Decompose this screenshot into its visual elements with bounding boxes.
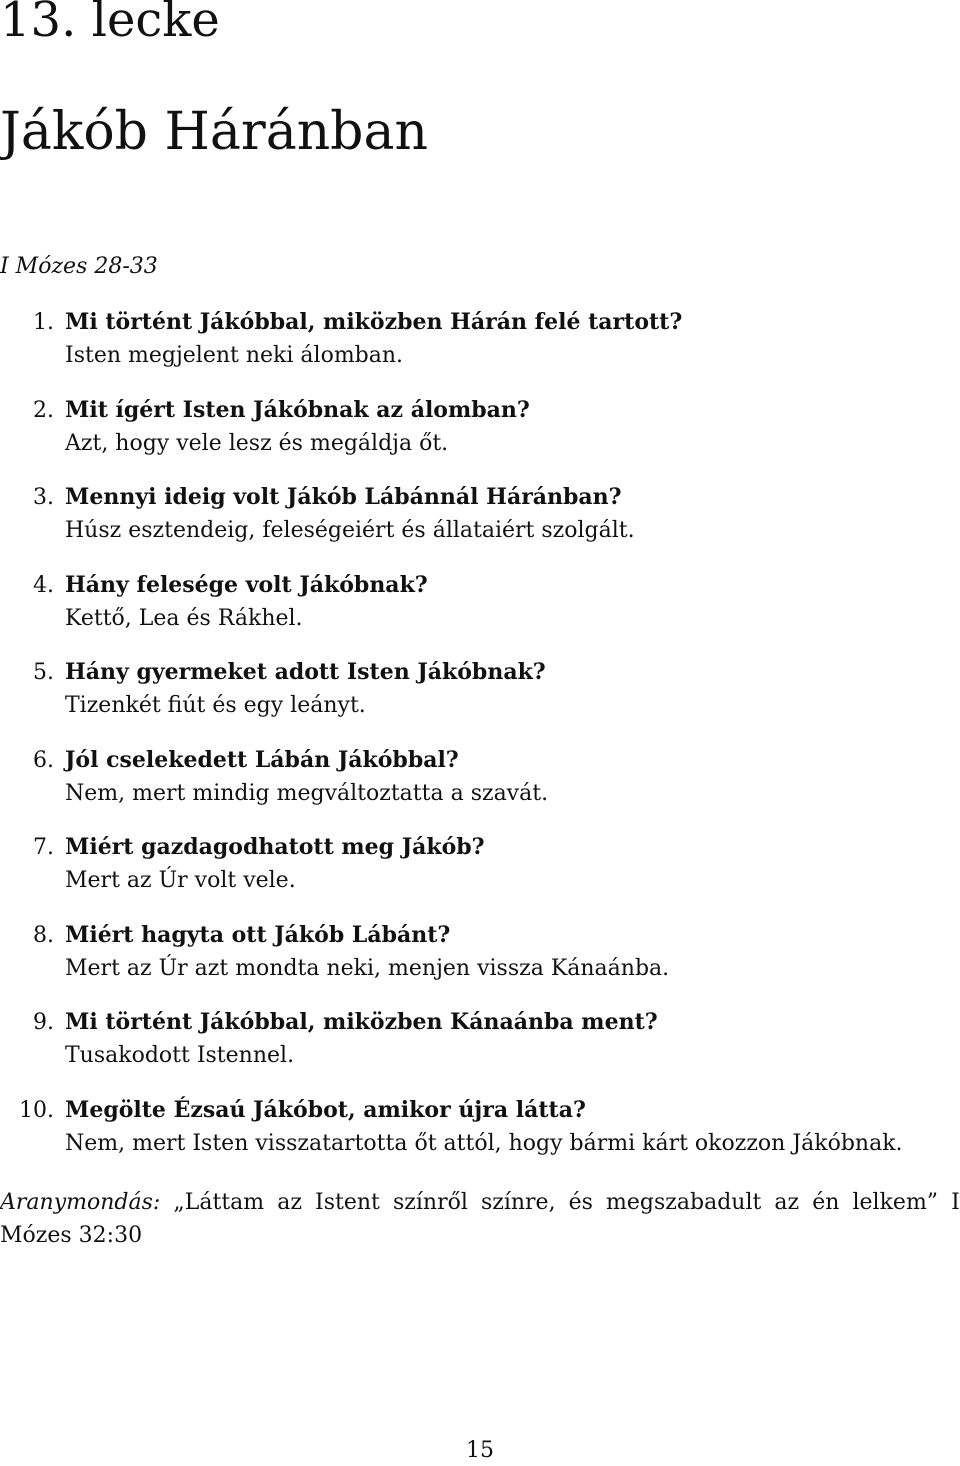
golden-verse [0,1186,960,1252]
question-item [0,1006,960,1094]
golden-verse-word: az [277,1190,302,1215]
golden-verse-word: „Láttam [173,1190,265,1215]
question-item [0,394,960,482]
golden-verse-word: én [812,1190,840,1215]
answer-text: Tizenkét fiút és egy leányt. [65,693,366,718]
lesson-title: Jákób Háránban [0,102,428,162]
question-list [0,306,960,1181]
question-number: 5. [33,660,54,685]
question-number: 3. [33,485,54,510]
answer-text: Tusakodott Istennel. [65,1043,295,1068]
question-item [0,1094,960,1182]
question-text: Mennyi ideig volt Jákób Lábánnál Háránban? [65,484,622,510]
golden-verse-continuation: Mózes 32:30 [0,1223,143,1248]
question-number: 1. [33,310,54,335]
answer-text: Nem, mert Isten visszatartotta őt attól, hogy bármi kárt okozzon Jákóbnak. [65,1130,903,1156]
question-text: Miért hagyta ott Jákób Lábánt? [65,921,451,948]
question-number: 9. [33,1010,54,1035]
golden-verse-word: megszabadult [606,1190,762,1215]
question-item [0,569,960,657]
answer-text: Azt, hogy vele lesz és megáldja őt. [65,430,449,456]
golden-verse-label: Aranymondás: [0,1190,161,1215]
question-text: Mit ígért Isten Jákóbnak az álomban? [65,396,530,423]
question-item [0,481,960,569]
golden-verse-word: Istent [315,1190,380,1215]
golden-verse-word: lelkem” [852,1190,939,1215]
question-text: Hány felesége volt Jákóbnak? [65,571,428,598]
question-number: 10. [19,1097,54,1123]
question-item [0,831,960,919]
golden-verse-first-line [0,1186,960,1219]
answer-text: Húsz esztendeig, feleségeiért és állataiért szolgált. [65,518,635,543]
golden-verse-word: színre, [480,1190,556,1215]
question-text: Miért gazdagodhatott meg Jákób? [65,834,485,860]
question-text: Mi történt Jákóbbal, miközben Kánaánba ment? [65,1009,658,1035]
question-item [0,656,960,744]
bible-reference: I Mózes 28-33 [0,254,158,279]
answer-text: Mert az Úr azt mondta neki, menjen vissza Kánaánba. [65,955,670,981]
question-item [0,306,960,394]
answer-text: Kettő, Lea és Rákhel. [65,605,303,631]
question-text: Jól cselekedett Lábán Jákóbbal? [65,746,459,773]
answer-text: Nem, mert mindig megváltoztatta a szavát. [65,780,549,806]
golden-verse-word: színről [392,1190,468,1215]
question-text: Hány gyermeket adott Isten Jákóbnak? [65,659,546,685]
question-item [0,744,960,832]
question-item [0,919,960,1007]
golden-verse-word: és [568,1190,593,1215]
lesson-number-heading: 13. lecke [0,0,220,48]
question-number: 2. [33,397,54,423]
answer-text: Isten megjelent neki álomban. [65,343,404,368]
question-text: Megölte Ézsaú Jákóbot, amikor újra látta? [65,1096,586,1123]
answer-text: Mert az Úr volt vele. [65,868,296,893]
golden-verse-word: I [951,1190,960,1215]
question-number: 7. [33,835,54,860]
question-number: 6. [33,747,54,773]
question-number: 8. [33,922,54,948]
golden-verse-word: az [774,1190,800,1215]
question-text: Mi történt Jákóbbal, miközben Hárán felé tartott? [65,309,683,335]
question-number: 4. [33,572,54,598]
page-number: 15 [466,1438,494,1463]
